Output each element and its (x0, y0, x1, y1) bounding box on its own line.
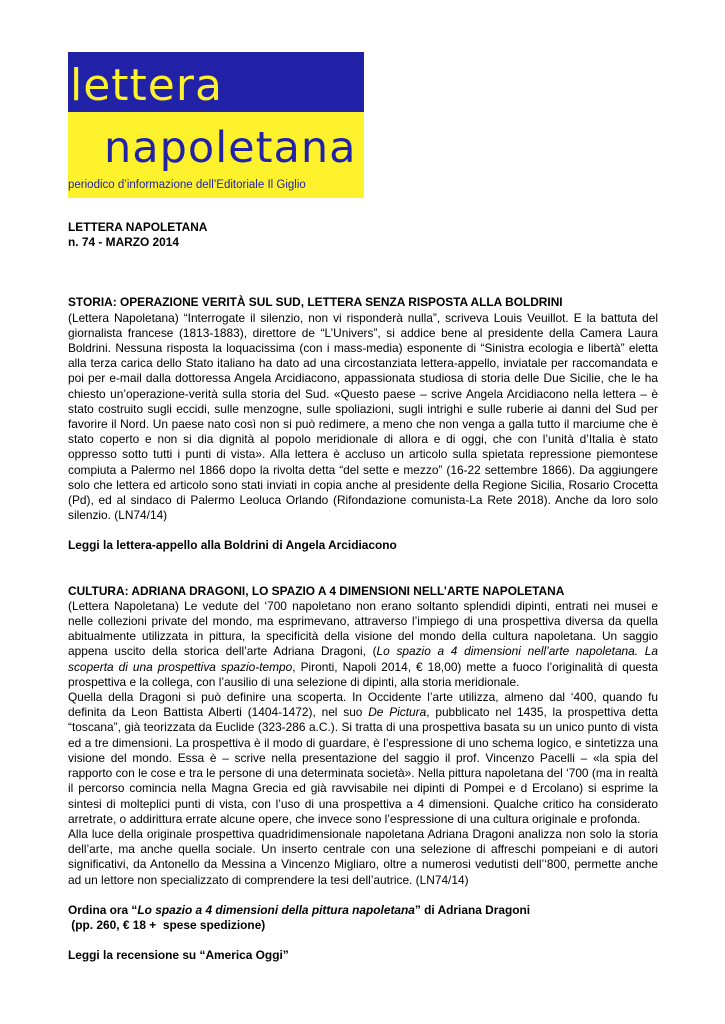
order-details: (pp. 260, € 18 + spese spedizione) (68, 917, 266, 932)
review-link[interactable]: Leggi la recensione su “America Oggi” (68, 948, 289, 963)
issue-title: LETTERA NAPOLETANA (68, 220, 208, 234)
de-pictura-title: De Pictura (368, 705, 427, 720)
masthead-logo (68, 52, 364, 198)
order-link[interactable]: Ordina ora “Lo spazio a 4 dimensioni della pittura napoletana” di Adriana Dragoni (68, 902, 531, 917)
article1-body: (Lettera Napoletana) “Interrogate il silenzio, non vi risponderà nulla”, scriveva Louis Veuillot. E la battuta del giornalista francese (1813-1883), direttore de “L’Univers”, si addice bene al presidente della Camera Laura Boldrini. Nessuna risposta la loquacissima (con i mass-media) esponente di “Sinistra ecologia e libertà” eletta alla terza carica dello Stato italiano ha dato ad una circostanziata lettera-appello, inviatale per raccomandata e poi per e-mail dalla dottoressa Angela Arcidiacono, appassionata studiosa di storia delle Due Sicilie, che le ha chiesto un’operazione-verità sulla storia del Sud. «Questo paese – scrive Angela Arcidiacono nella lettera – è stato costruito sugli eccidi, sulle menzogne, sulle spoliazioni, sugli intrighi e sulle ruberie ai danni del Sud per favorire il Nord. Un paese nato così non si può redimere, a meno che non venga a galla tutto il marciume che è stato coperto e non si dia dignità al popolo meridionale di allora e di oggi, che con l’unità d’Italia è stato oppresso sotto tutti i punti di vista». Alla lettera è accluso un articolo sulla spietata repressione piemontese compiuta a Palermo nel 1866 dopo la rivolta detta “del sette e mezzo” (16-22 settembre 1866). Da aggiungere solo che lettera ed articolo sono stati inviati in copia anche al presidente della Regione Sicilia, Rosario Crocetta (Pd), ed al sindaco di Palermo Leoluca Orlando (Rifondazione comunista-La Rete 2018). Anche da loro solo silenzio. (LN74/14) (68, 310, 658, 523)
logo-word-lettera: lettera (70, 60, 223, 111)
article2-heading: CULTURA: ADRIANA DRAGONI, LO SPAZIO A 4 DIMENSIONI NELL’ARTE NAPOLETANA (68, 583, 565, 598)
logo-tagline: periodico d’informazione dell’Editoriale Il Giglio (68, 179, 306, 191)
article1-heading: STORIA: OPERAZIONE VERITÀ SUL SUD, LETTERA SENZA RISPOSTA ALLA BOLDRINI (68, 295, 563, 310)
newsletter-content (68, 220, 658, 963)
article2-paragraph-1: (Lettera Napoletana) Le vedute del ‘700 napoletano non erano soltanto splendidi dipinti, entrati nei musei e nelle collezioni private del mondo, ma esprimevano, attraverso l’impiego di una prospettiva diversa da quella abitualmente utilizzata in pittura, la specificità della visione del mondo della cultura napoletana. Un saggio appena uscito della storica dell’arte Adriana Dragoni, (Lo spazio a 4 dimensioni nell’arte napoletana. La scoperta di una prospettiva spazio-tempo, Pironti, Napoli 2014, € 18,00) mette a fuoco l’originalità di questa prospettiva e la collega, con l’ausilio di una selezione di dipinti, alla storia meridionale. (68, 598, 658, 689)
book-title: Lo spazio a 4 dimensioni nell’arte napoletana. La scoperta di una prospettiva spazio-tempo (68, 644, 658, 674)
article2-paragraph-2: Quella della Dragoni si può definire una scoperta. In Occidente l’arte utilizza, almeno dal ‘400, quando fu definita da Leon Battista Alberti (1404-1472), nel suo De Pictura, pubblicato nel 1435, la prospettiva detta “toscana”, già teorizzata da Euclide (323-286 a.C.). Si tratta di una prospettiva basata su un unico punto di vista ed a tre dimensioni. La prospettiva è il modo di guardare, è l’espressione di uno schema logico, e sintetizza una visione del mondo. Essa è – scrive nella presentazione del saggio il prof. Vincenzo Pacelli – «la spia del rapporto con le cose e tra le persone di una determinata società». Nella pittura napoletana del ‘700 (ma in realtà il percorso comincia nella Magna Grecia ed già ravvisabile nei dipinti di Pompei e d Ercolano) si esprime la sintesi di molteplici punti di vista, con l’uso di una prospettiva a 4 dimensioni. Qualche critico ha considerato arretrate, o addirittura errate alcune opere, che invece sono l’espressione di una cultura originale e profonda. (68, 690, 659, 826)
issue-number: n. 74 - MARZO 2014 (68, 235, 180, 250)
logo-word-napoletana: napoletana (104, 123, 357, 173)
article1-link[interactable]: Leggi la lettera-appello alla Boldrini di Angela Arcidiacono (68, 538, 397, 553)
article2-paragraph-3: Alla luce della originale prospettiva quadridimensionale napoletana Adriana Dragoni analizza non solo la storia dell’arte, ma anche quella sociale. Un inserto centrale con una selezione di affreschi pompeiani e di autori significativi, da Antonello da Messina a Vincenzo Migliaro, oltre a numerosi vedutisti dell’‘800, permette anche ad un lettore non specializzato di comprendere la tesi dell’autrice. (LN74/14) (68, 826, 658, 887)
